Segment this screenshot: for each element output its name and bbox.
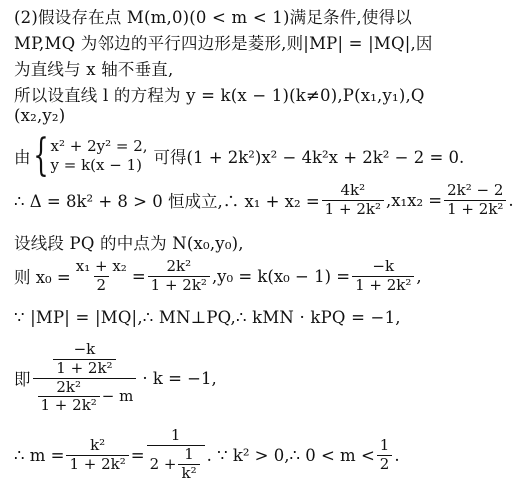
inner-numerator-top: −k: [73, 340, 96, 358]
midpoint-line: [14, 254, 453, 298]
sum-fraction-denominator: 1 + 2k²: [322, 200, 384, 218]
delta-suffix: .: [508, 190, 514, 210]
reciprocal-denominator: k²: [178, 464, 199, 482]
final-line: [14, 426, 453, 484]
delta-prefix: ∴ Δ = 8k² + 8 > 0 恒成立,∴ x₁ + x₂ =: [14, 192, 320, 211]
final-end: .: [394, 445, 400, 465]
midpoint-eq: =: [131, 266, 146, 286]
nested-fraction: [33, 342, 137, 414]
midpoint-suffix: ,: [416, 266, 422, 286]
x0-fraction-numerator: x₁ + x₂: [75, 256, 127, 275]
delta-line: [14, 178, 514, 222]
m-simplified-den-prefix: 2 +: [149, 454, 177, 473]
product-fraction-numerator: 2k² − 2: [447, 180, 504, 199]
inner-numerator-fraction: [53, 342, 115, 377]
system-row-2: y = k(x − 1): [50, 156, 142, 174]
x0-value-numerator: 2k²: [166, 256, 192, 275]
text-line-10: ∵ |MP| = |MQ|,∴ MN⊥PQ,∴ kMN · kPQ = −1,: [14, 308, 401, 327]
y0-fraction-numerator: −k: [372, 256, 395, 275]
product-fraction: [444, 180, 506, 218]
reciprocal-numerator: 1: [184, 445, 194, 464]
system-prefix: 由: [14, 148, 31, 167]
text-line-4: 所以设直线 l 的方程为 y = k(x − 1)(k≠0),P(x₁,y₁),Q: [14, 86, 425, 105]
final-prefix: ∴ m =: [14, 445, 65, 465]
half-denominator: 2: [377, 455, 393, 473]
x0-fraction: [73, 256, 130, 294]
x0-value-denominator: 1 + 2k²: [148, 276, 210, 294]
m-fraction: [66, 435, 128, 473]
m-simplified-denominator: [147, 445, 205, 482]
inner-denominator-bottom: 1 + 2k²: [38, 396, 100, 414]
text-line-2: MP,MQ 为邻边的平行四边形是菱形,则|MP| = |MQ|,因: [14, 34, 433, 53]
product-fraction-denominator: 1 + 2k²: [444, 200, 506, 218]
nested-fraction-line: [14, 332, 453, 424]
text-line-5: (x₂,y₂): [14, 106, 66, 125]
inner-numerator-bottom: 1 + 2k²: [53, 359, 115, 377]
x0-fraction-denominator: 2: [94, 276, 110, 294]
final-suffix: . ∵ k² > 0,∴ 0 < m <: [206, 445, 375, 465]
sum-fraction: [322, 180, 384, 218]
midpoint-mid: ,y₀ = k(x₀ − 1) =: [211, 266, 351, 286]
left-brace: {: [32, 130, 49, 181]
delta-mid: ,x₁x₂ =: [385, 190, 443, 210]
text-line-3: 为直线与 x 轴不垂直,: [14, 60, 174, 79]
nested-numerator: [48, 342, 120, 378]
m-simplified-fraction: [147, 428, 205, 481]
sum-fraction-numerator: 4k²: [340, 180, 366, 199]
equation-system: [31, 130, 148, 181]
nested-suffix: · k = −1,: [142, 368, 217, 388]
system-row-1: x² + 2y² = 2,: [50, 137, 148, 156]
inner-denominator-fraction: [38, 377, 100, 415]
m-simplified-numerator: 1: [170, 426, 181, 445]
x0-value-fraction: [148, 256, 210, 294]
m-fraction-numerator: k²: [90, 435, 106, 454]
text-line-1: (2)假设存在点 M(m,0)(0 < m < 1)满足条件,使得以: [14, 8, 412, 27]
system-suffix: 可得(1 + 2k²)x² − 4k²x + 2k² − 2 = 0.: [153, 148, 465, 167]
half-numerator: 1: [379, 435, 390, 454]
y0-fraction: [352, 256, 414, 294]
m-fraction-denominator: 1 + 2k²: [66, 455, 128, 473]
nested-denominator: [33, 378, 137, 415]
minus-m: − m: [101, 386, 134, 405]
half-fraction: [377, 435, 393, 473]
midpoint-prefix: 则 x₀ =: [14, 268, 71, 287]
system-equation-line: [14, 130, 465, 181]
reciprocal-k2-fraction: [178, 447, 199, 482]
text-line-8: 设线段 PQ 的中点为 N(x₀,y₀),: [14, 234, 244, 253]
final-eq: =: [130, 445, 145, 465]
inner-denominator-top: 2k²: [56, 377, 81, 396]
y0-fraction-denominator: 1 + 2k²: [352, 276, 414, 294]
nested-prefix: 即: [14, 370, 31, 389]
